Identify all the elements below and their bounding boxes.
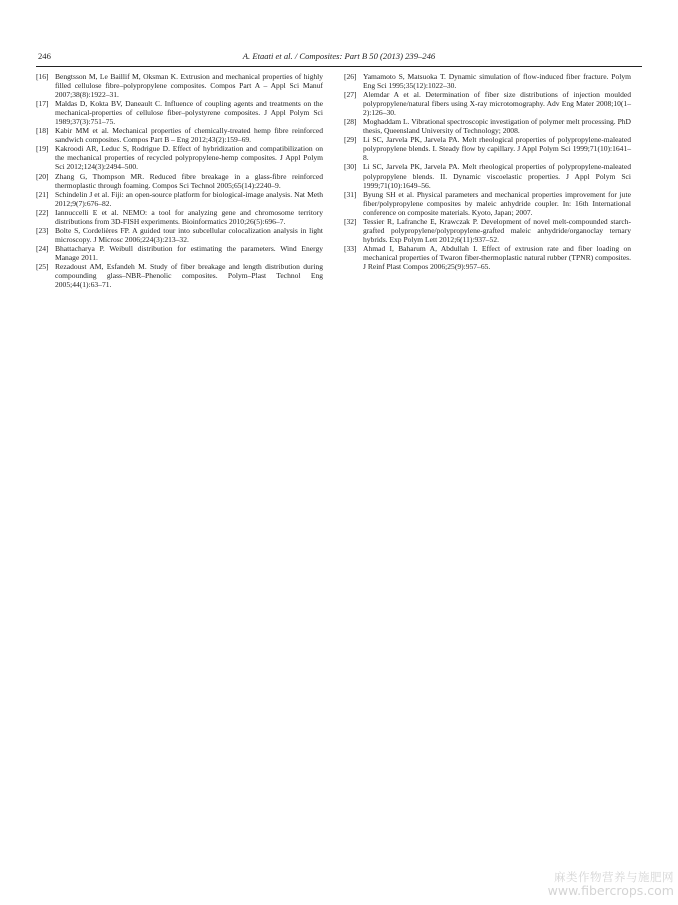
reference-number: [24]: [36, 243, 49, 253]
reference-entry: [344, 72, 631, 90]
reference-entry: [36, 99, 323, 126]
reference-text: Ahmad I, Baharum A, Abdullah I. Effect of extrusion rate and fiber loading on mechanical properties of Twaron fiber-thermoplastic natural rubber (TPNR) composites. J Reinf Plast Compos 2006;25(9):957–65.: [363, 243, 631, 271]
reference-number: [21]: [36, 189, 49, 199]
reference-text: Rezadoust AM, Esfandeh M. Study of fiber breakage and length distribution during compounding glass–NBR–Phenolic composites. Polym–Plast Technol Eng 2005;44(1):63–71.: [55, 261, 323, 290]
watermark-chinese-text: 麻类作物营养与施肥网: [554, 870, 674, 884]
reference-number: [16]: [36, 72, 49, 81]
reference-entry: [344, 217, 631, 244]
reference-number: [17]: [36, 99, 49, 109]
reference-entry: [344, 244, 631, 271]
references-left-column: [36, 72, 323, 289]
reference-number: [29]: [344, 135, 357, 145]
page-number: 246: [38, 51, 51, 61]
reference-text: Bhattacharya P. Weibull distribution for estimating the parameters. Wind Energy Manage 2011.: [55, 243, 323, 262]
reference-number: [18]: [36, 126, 49, 136]
reference-text: Bengtsson M, Le Baillif M, Oksman K. Extrusion and mechanical properties of highly filled cellulose fibre–polypropylene composites. Compos Part A – Appl Sci Manuf 2007;38(8):1922–31.: [55, 72, 323, 100]
reference-number: [28]: [344, 117, 357, 127]
reference-text: Li SC, Jarvela PK, Jarvela PA. Melt rheological properties of polypropylene-maleated polypropylene blends. II. Dynamic viscoelastic properties. J Appl Polym Sci 1999;71(10):1649–56.: [363, 162, 631, 190]
reference-number: [26]: [344, 72, 357, 81]
page-header: [36, 51, 642, 65]
reference-text: Tessier R, Lafranche E, Krawczak P. Development of novel melt-compounded starch-grafted polypropylene/polypropylene-grafted maleic anhydride/organoclay ternary hybrids. Exp Polym Lett 2012;6(11):937–52.: [363, 216, 631, 244]
reference-entry: [344, 190, 631, 217]
reference-text: Moghaddam L. Vibrational spectroscopic investigation of polymer melt processing. PhD thesis, Queensland University of Technology; 2008.: [363, 117, 631, 136]
reference-entry: [36, 190, 323, 208]
reference-text: Zhang G, Thompson MR. Reduced fibre breakage in a glass-fibre reinforced thermoplastic through foaming. Compos Sci Technol 2005;65(14):2240–9.: [55, 171, 323, 190]
reference-entry: [36, 172, 323, 190]
reference-text: Li SC, Jarvela PK, Jarvela PA. Melt rheological properties of polypropylene-maleated polypropylene blends. I. Steady flow by capillary. J Appl Polym Sci 1999;71(10):1641–8.: [363, 135, 631, 163]
reference-number: [25]: [36, 261, 49, 271]
reference-entry: [36, 126, 323, 144]
reference-entry: [344, 117, 631, 135]
reference-number: [30]: [344, 162, 357, 172]
reference-number: [27]: [344, 90, 357, 100]
reference-entry: [36, 144, 323, 171]
reference-entry: [36, 208, 323, 226]
reference-text: Alemdar A et al. Determination of fiber size distributions of injection moulded polypropylene/natural fibers using X-ray microtomography. Adv Eng Mater 2008;10(1–2):126–30.: [363, 90, 631, 118]
reference-number: [19]: [36, 144, 49, 154]
reference-entry: [344, 90, 631, 117]
reference-number: [22]: [36, 207, 49, 217]
reference-text: Kabir MM et al. Mechanical properties of chemically-treated hemp fibre reinforced sandwich composites. Compos Part B – Eng 2012;43(2):159–69.: [55, 126, 323, 145]
reference-text: Iannuccelli E et al. NEMO: a tool for analyzing gene and chromosome territory distributions from 3D-FISH experiments. Bioinformatics 2010;26(5):696–7.: [55, 207, 323, 226]
reference-entry: [36, 244, 323, 262]
reference-text: Schindelin J et al. Fiji: an open-source platform for biological-image analysis. Nat Meth 2012;9(7):676–82.: [55, 189, 323, 208]
reference-number: [33]: [344, 243, 357, 253]
reference-entry: [36, 262, 323, 289]
reference-entry: [344, 162, 631, 189]
reference-text: Maldas D, Kokta BV, Daneault C. Influence of coupling agents and treatments on the mechanical-properties of cellulose fiber–polystyrene composites. J Appl Polym Sci 1989;37(3):751–75.: [55, 99, 323, 127]
reference-number: [23]: [36, 225, 49, 235]
reference-number: [32]: [344, 216, 357, 226]
reference-entry: [36, 226, 323, 244]
reference-text: Byung SH et al. Physical parameters and mechanical properties improvement for jute fiber/polypropylene composites by maleic anhydride coupler. In: 16th International conference on composite materials. Kyoto, Japan; 2007.: [363, 189, 631, 217]
watermark-url: www.fibercrops.com: [547, 883, 674, 898]
reference-entry: [344, 135, 631, 162]
running-head: A. Etaati et al. / Composites: Part B 50 (2013) 239–246: [242, 51, 436, 61]
references-right-column: [344, 72, 631, 271]
header-rule: [36, 66, 642, 67]
reference-text: Kakroodi AR, Leduc S, Rodrigue D. Effect of hybridization and compatibilization on the mechanical properties of recycled polypropylene-hemp composites. J Appl Polym Sci 2012;124(3):2494–500.: [55, 144, 323, 172]
reference-text: Yamamoto S, Matsuoka T. Dynamic simulation of flow-induced fiber fracture. Polym Eng Sci 1995;35(12):1022–30.: [363, 72, 631, 91]
reference-number: [31]: [344, 189, 357, 199]
reference-entry: [36, 72, 323, 99]
watermark: [548, 871, 674, 897]
reference-number: [20]: [36, 171, 49, 181]
reference-text: Bolte S, Cordelières FP. A guided tour into subcellular colocalization analysis in light microscopy. J Microsc 2006;224(3):213–32.: [55, 225, 323, 244]
